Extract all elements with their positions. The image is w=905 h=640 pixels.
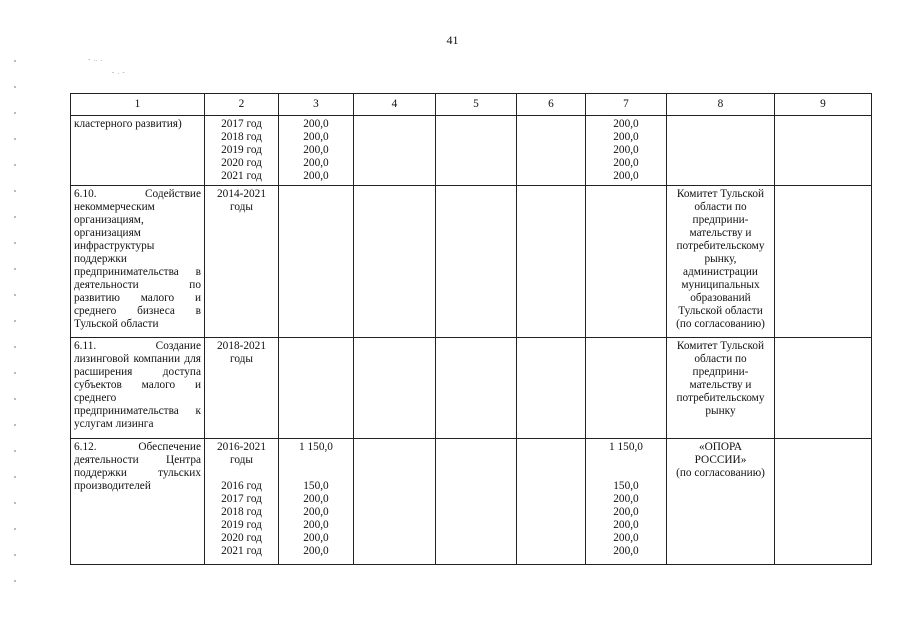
col9-cell [775,338,872,439]
executor-cell [667,439,775,565]
period-cell-line [208,467,275,480]
scan-mark: - . - [112,70,126,76]
period-cell-line: 2020 год [221,532,262,544]
col7-cell-line: 200,0 [613,519,639,531]
measure-name-cell: кластерного развития) [71,116,205,186]
col7-cell-line: 200,0 [613,493,639,505]
column-header: 6 [517,94,586,116]
executor-cell-line: образований [690,292,751,304]
header-row [71,94,872,116]
total-cell-line: 200,0 [303,157,329,169]
col7-cell [586,439,667,565]
period-cell [205,186,279,338]
period-cell-line: 2018 год [221,506,262,518]
executor-cell-line: предприни- [692,366,749,378]
total-cell-line: 200,0 [303,506,329,518]
total-cell-line: 200,0 [303,519,329,531]
col7-cell-line: 200,0 [613,157,639,169]
col7-cell-line: 200,0 [613,506,639,518]
executor-cell-line: мательству и [689,379,752,391]
col5-cell [436,116,517,186]
table-row [71,439,872,565]
total-cell-line: 200,0 [303,493,329,505]
measure-name-cell: 6.11. Создание лизинговой компании для расширения доступа субъектов малого и среднего предпринимательства к услугам лизинга [71,338,205,439]
page-number: 41 [446,33,459,47]
executor-cell-line: (по согласованию) [676,318,765,330]
total-cell [279,186,354,338]
column-header: 5 [436,94,517,116]
table-row [71,116,872,186]
total-cell-line [282,467,350,480]
executor-cell-line: потребительскому [676,392,765,404]
col6-cell [517,186,586,338]
col7-cell-line: 200,0 [613,170,639,182]
col9-cell [775,439,872,565]
period-cell-line: 2018-2021 [217,340,266,352]
period-cell [205,116,279,186]
total-cell [279,439,354,565]
col6-cell [517,338,586,439]
total-cell-line: 150,0 [303,480,329,492]
period-cell-line: 2017 год [221,493,262,505]
col6-cell [517,439,586,565]
executor-cell-line: Комитет Тульской [676,340,765,352]
period-cell-line: годы [229,454,253,466]
scan-edge-dots [14,60,16,600]
period-cell-line: 2019 год [221,144,262,156]
col7-cell-line: 200,0 [613,118,639,130]
total-cell-line: 200,0 [303,131,329,143]
period-cell-line: 2017 год [221,118,262,130]
col4-cell [354,338,436,439]
col7-cell-line: 150,0 [613,480,639,492]
col7-cell-line: 200,0 [613,545,639,557]
col7-cell-line [589,467,663,480]
period-cell-line: 2020 год [221,157,262,169]
col5-cell [436,338,517,439]
executor-cell-line: (по согласованию) [676,467,765,479]
total-cell-line: 1 150,0 [299,441,333,453]
column-header: 7 [586,94,667,116]
executor-cell-line: Тульской области [678,305,763,317]
col7-cell-line [589,454,663,467]
total-cell-line: 200,0 [303,532,329,544]
total-cell-line [282,454,350,467]
col4-cell [354,186,436,338]
executor-cell [667,186,775,338]
period-cell-line: 2021 год [221,545,262,557]
period-cell-line: 2021 год [221,170,262,182]
period-cell-line: 2016 год [221,480,262,492]
col5-cell [436,186,517,338]
column-header: 4 [354,94,436,116]
period-cell [205,439,279,565]
executor-cell [667,338,775,439]
executor-cell-line: области по [694,201,747,213]
executor-cell-line: Комитет Тульской [676,188,765,200]
executor-cell-line: муниципальных [681,279,760,291]
total-cell-line: 200,0 [303,144,329,156]
col7-cell [586,338,667,439]
measure-name-cell: 6.10. Содействие некоммерческим организациям, организациям инфраструктуры поддержки предпринимательства в деятельности по развитию малого и среднего бизнеса в Тульской области [71,186,205,338]
col7-cell-line: 200,0 [613,532,639,544]
period-cell-line: 2014-2021 [217,188,266,200]
table-row [71,186,872,338]
column-header: 2 [205,94,279,116]
executor-cell-line: администрации [683,266,758,278]
column-header: 8 [667,94,775,116]
period-cell [205,338,279,439]
executor-cell-line: рынку [705,405,736,417]
col9-cell [775,116,872,186]
total-cell-line: 200,0 [303,118,329,130]
column-header: 9 [775,94,872,116]
col5-cell [436,439,517,565]
column-header: 1 [71,94,205,116]
period-cell-line: 2018 год [221,131,262,143]
col4-cell [354,116,436,186]
col7-cell [586,116,667,186]
executor-cell [667,116,775,186]
executor-cell-line: РОССИИ» [694,454,747,466]
executor-cell-line: рынку, [704,253,737,265]
executor-cell-line: предприни- [692,214,749,226]
col7-cell-line: 1 150,0 [609,441,643,453]
program-table [70,93,872,565]
period-cell-line: годы [229,353,253,365]
scan-mark: - .. . [88,57,104,63]
col4-cell [354,439,436,565]
col9-cell [775,186,872,338]
col7-cell-line: 200,0 [613,131,639,143]
executor-cell-line: области по [694,353,747,365]
table-row [71,338,872,439]
executor-cell-line: «ОПОРА [698,441,743,453]
total-cell-line: 200,0 [303,545,329,557]
col6-cell [517,116,586,186]
total-cell-line: 200,0 [303,170,329,182]
executor-cell-line: потребительскому [676,240,765,252]
measure-name-cell: 6.12. Обеспечение деятельности Центра поддержки тульских производителей [71,439,205,565]
col7-cell [586,186,667,338]
period-cell-line: 2016-2021 [217,441,266,453]
total-cell [279,338,354,439]
column-header: 3 [279,94,354,116]
period-cell-line: годы [229,201,253,213]
period-cell-line: 2019 год [221,519,262,531]
total-cell [279,116,354,186]
executor-cell-line: мательству и [689,227,752,239]
col7-cell-line: 200,0 [613,144,639,156]
